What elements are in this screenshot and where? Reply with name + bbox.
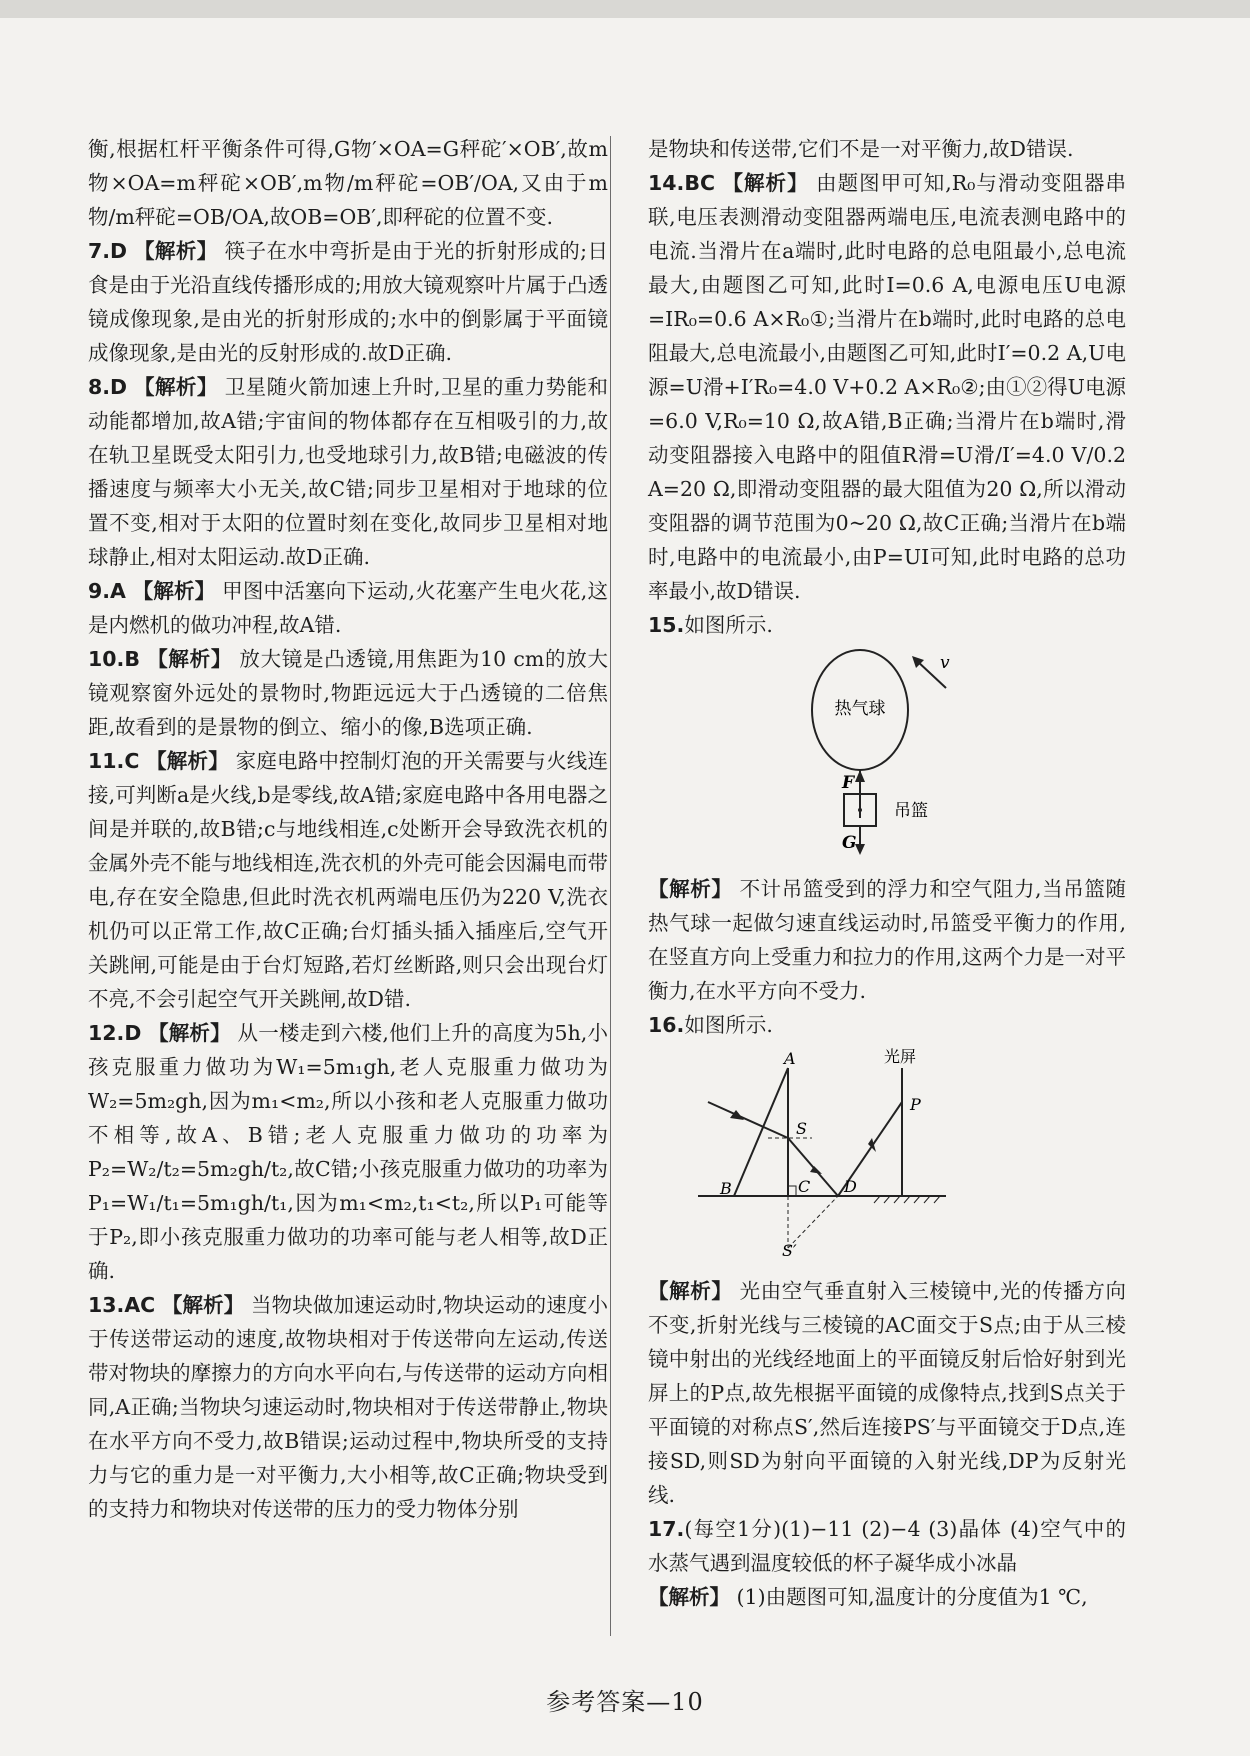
- answer-17: [648, 1512, 1126, 1580]
- prism-svg: [648, 1048, 1126, 1258]
- point-p-label: P: [910, 1095, 921, 1114]
- analysis-tag: 【解析】: [161, 1293, 245, 1317]
- incident-arrow: [730, 1110, 744, 1120]
- answer-number: 12.D: [88, 1021, 142, 1045]
- velocity-label: v: [940, 653, 950, 673]
- answer-text: 如图所示.: [684, 1013, 773, 1037]
- answer-14: [648, 166, 1126, 608]
- answer-number: 8.D: [88, 375, 128, 399]
- answer-17-analysis: [648, 1580, 1126, 1614]
- continuation-paragraph: 衡,根据杠杆平衡条件可得,G物′×OA=G秤砣′×OB′,故m物×OA=m秤砣×OB′,m物/m秤砣=OB′/OA,又由于m物/m秤砣=OB/OA,故OB=OB′,即秤砣的位置不变.: [88, 137, 608, 229]
- force-g-label: G: [842, 833, 857, 853]
- point-a-label: A: [784, 1049, 796, 1068]
- ray-sd-arrow: [810, 1166, 822, 1174]
- basket-center-dot: [858, 808, 862, 812]
- mirror-hatching: [874, 1196, 940, 1203]
- right-angle-mark: [788, 1186, 796, 1196]
- answer-number: 13.AC: [88, 1293, 156, 1317]
- answer-text: 如图所示.: [684, 613, 773, 637]
- answer-number: 10.B: [88, 647, 140, 671]
- balloon-force-diagram: [648, 648, 1126, 866]
- answer-text: (每空1分)(1)−11 (2)−4 (3)晶体 (4)空气中的水蒸气遇到温度较低的杯子凝华成小冰晶: [648, 1517, 1126, 1575]
- analysis-tag: 【解析】: [134, 239, 218, 263]
- analysis-tag: 【解析】: [648, 877, 733, 901]
- prism-mirror-diagram: [648, 1048, 1126, 1268]
- answer-15-analysis: [648, 872, 1126, 1008]
- answer-text: 放大镜是凸透镜,用焦距为10 cm的放大镜观察窗外远处的景物时,物距远远大于凸透镜的二倍焦距,故看到的是景物的倒立、缩小的像,B选项正确.: [88, 647, 608, 739]
- answer-13: [88, 1288, 608, 1526]
- answer-number: 11.C: [88, 749, 140, 773]
- answer-number: 9.A: [88, 579, 126, 603]
- balloon-label: 热气球: [834, 699, 886, 719]
- answer-text: 卫星随火箭加速上升时,卫星的重力势能和动能都增加,故A错;宇宙间的物体都存在互相吸引的力,故在轨卫星既受太阳引力,也受地球引力,故B错;电磁波的传播速度与频率大小无关,故C错;同步卫星相对于地球的位置不变,相对于太阳的位置时刻在变化,故同步卫星相对地球静止,相对太阳运动.故D正确.: [88, 375, 608, 569]
- scan-top-edge: [0, 0, 1250, 18]
- answer-11: [88, 744, 608, 1016]
- point-s-prime-label: S′: [782, 1241, 797, 1258]
- answer-15: [648, 608, 1126, 642]
- answer-16: [648, 1008, 1126, 1042]
- force-f-arrow-head: [855, 770, 865, 782]
- analysis-tag: 【解析】: [132, 579, 216, 603]
- answer-text: 当物块做加速运动时,物块运动的速度小于传送带运动的速度,故物块相对于传送带向左运动,传送带对物块的摩擦力的方向水平向右,与传送带的运动方向相同,A正确;当物块匀速运动时,物块相对于传送带静止,物块在水平方向不受力,故B错误;运动过程中,物块所受的支持力与它的重力是一对平衡力,大小相等,故C正确;物块受到的支持力和物块对传送带的压力的受力物体分别: [88, 1293, 608, 1521]
- answer-10: [88, 642, 608, 744]
- right-column: [648, 132, 1126, 1614]
- page-footer: 参考答案—10: [546, 1688, 704, 1716]
- analysis-tag: 【解析】: [148, 1021, 231, 1045]
- answer-text: 甲图中活塞向下运动,火花塞产生电火花,这是内燃机的做功冲程,故A错.: [88, 579, 608, 637]
- answer-text: 从一楼走到六楼,他们上升的高度为5h,小孩克服重力做功为W₁=5m₁gh,老人克服重力做功为W₂=5m₂gh,因为m₁<m₂,所以小孩和老人克服重力做功不相等,故A、B错;老人克服重力做功的功率为P₂=W₂/t₂=5m₂gh/t₂,故C错;小孩克服重力做功的功率为P₁=W₁/t₁=5m₁gh/t₁,因为m₁<m₂,t₁<t₂,所以P₁可能等于P₂,即小孩克服重力做功的功率可能与老人相等,故D正确.: [88, 1021, 608, 1283]
- balloon-svg: [648, 648, 1126, 856]
- answer-text: (1)由题图可知,温度计的分度值为1 ℃,: [736, 1585, 1088, 1609]
- answer-text: 筷子在水中弯折是由于光的折射形成的;日食是由于光沿直线传播形成的;用放大镜观察叶片属于凸透镜成像现象,是由光的折射形成的;水中的倒影属于平面镜成像现象,是由光的反射形成的.故D正确.: [88, 239, 608, 365]
- analysis-tag: 【解析】: [146, 749, 229, 773]
- answer-16-analysis: [648, 1274, 1126, 1512]
- analysis-tag: 【解析】: [134, 375, 218, 399]
- screen-label: 光屏: [884, 1048, 917, 1066]
- prism-ab: [734, 1068, 788, 1196]
- answer-number: 16.: [648, 1013, 685, 1037]
- basket-label: 吊篮: [894, 801, 928, 821]
- answer-8: [88, 370, 608, 574]
- answer-text: 由题图甲可知,R₀与滑动变阻器串联,电压表测滑动变阻器两端电压,电流表测电路中的电流.当滑片在a端时,此时电路的总电阻最小,总电流最大,由题图乙可知,此时I=0.6 A,电源电压U电源=IR₀=0.6 A×R₀①;当滑片在b端时,此时电路的总电阻最大,总电流最小,由题图乙可知,此时I′=0.2 A,U电源=U滑+I′R₀=4.0 V+0.2 A×R₀②;由①②得U电源=6.0 V,R₀=10 Ω,故A错,B正确;当滑片在b端时,滑动变阻器接入电路中的阻值R滑=U滑/I′=4.0 V/0.2 A=20 Ω,即滑动变阻器的最大阻值为20 Ω,所以滑动变阻器的调节范围为0~20 Ω,故C正确;当滑片在b端时,电路中的电流最小,由P=UI可知,此时电路的总功率最小,故D错误.: [648, 171, 1126, 603]
- answer-9: [88, 574, 608, 642]
- point-s-label: S: [796, 1119, 807, 1138]
- column-divider: [610, 136, 611, 1636]
- analysis-tag: 【解析】: [147, 647, 233, 671]
- continuation-paragraph: 是物块和传送带,它们不是一对平衡力,故D错误.: [648, 137, 1074, 161]
- point-d-label: D: [844, 1177, 857, 1196]
- incident-ray: [708, 1102, 788, 1138]
- analysis-tag: 【解析】: [648, 1585, 730, 1609]
- answer-12: [88, 1016, 608, 1288]
- answer-text: 家庭电路中控制灯泡的开关需要与火线连接,可判断a是火线,b是零线,故A错;家庭电路中各用电器之间是并联的,故B错;c与地线相连,c处断开会导致洗衣机的金属外壳不能与地线相连,洗衣机的外壳可能会因漏电而带电,存在安全隐患,但此时洗衣机两端电压仍为220 V,洗衣机仍可以正常工作,故C正确;台灯插头插入插座后,空气开关跳闸,可能是由于台灯短路,若灯丝断路,则只会出现台灯不亮,不会引起空气开关跳闸,故D错.: [88, 749, 608, 1011]
- point-c-label: C: [798, 1177, 811, 1196]
- force-f-label: F: [842, 773, 855, 793]
- answer-number: 15.: [648, 613, 685, 637]
- answer-7: [88, 234, 608, 370]
- answer-number: 14.BC: [648, 171, 715, 195]
- answer-text: 不计吊篮受到的浮力和空气阻力,当吊篮随热气球一起做匀速直线运动时,吊篮受平衡力的作用,在竖直方向上受重力和拉力的作用,这两个力是一对平衡力,在水平方向不受力.: [648, 877, 1127, 1003]
- answer-number: 7.D: [88, 239, 128, 263]
- answer-number: 17.: [648, 1517, 685, 1541]
- analysis-tag: 【解析】: [722, 171, 809, 195]
- left-column: [88, 132, 608, 1526]
- answer-text: 光由空气垂直射入三棱镜中,光的传播方向不变,折射光线与三棱镜的AC面交于S点;由于从三棱镜中射出的光线经地面上的平面镜反射后恰好射到光屏上的P点,故先根据平面镜的成像特点,找到S点关于平面镜的对称点S′,然后连接PS′与平面镜交于D点,连接SD,则SD为射向平面镜的入射光线,DP为反射光线.: [648, 1279, 1126, 1507]
- point-b-label: B: [720, 1179, 732, 1198]
- analysis-tag: 【解析】: [648, 1279, 733, 1303]
